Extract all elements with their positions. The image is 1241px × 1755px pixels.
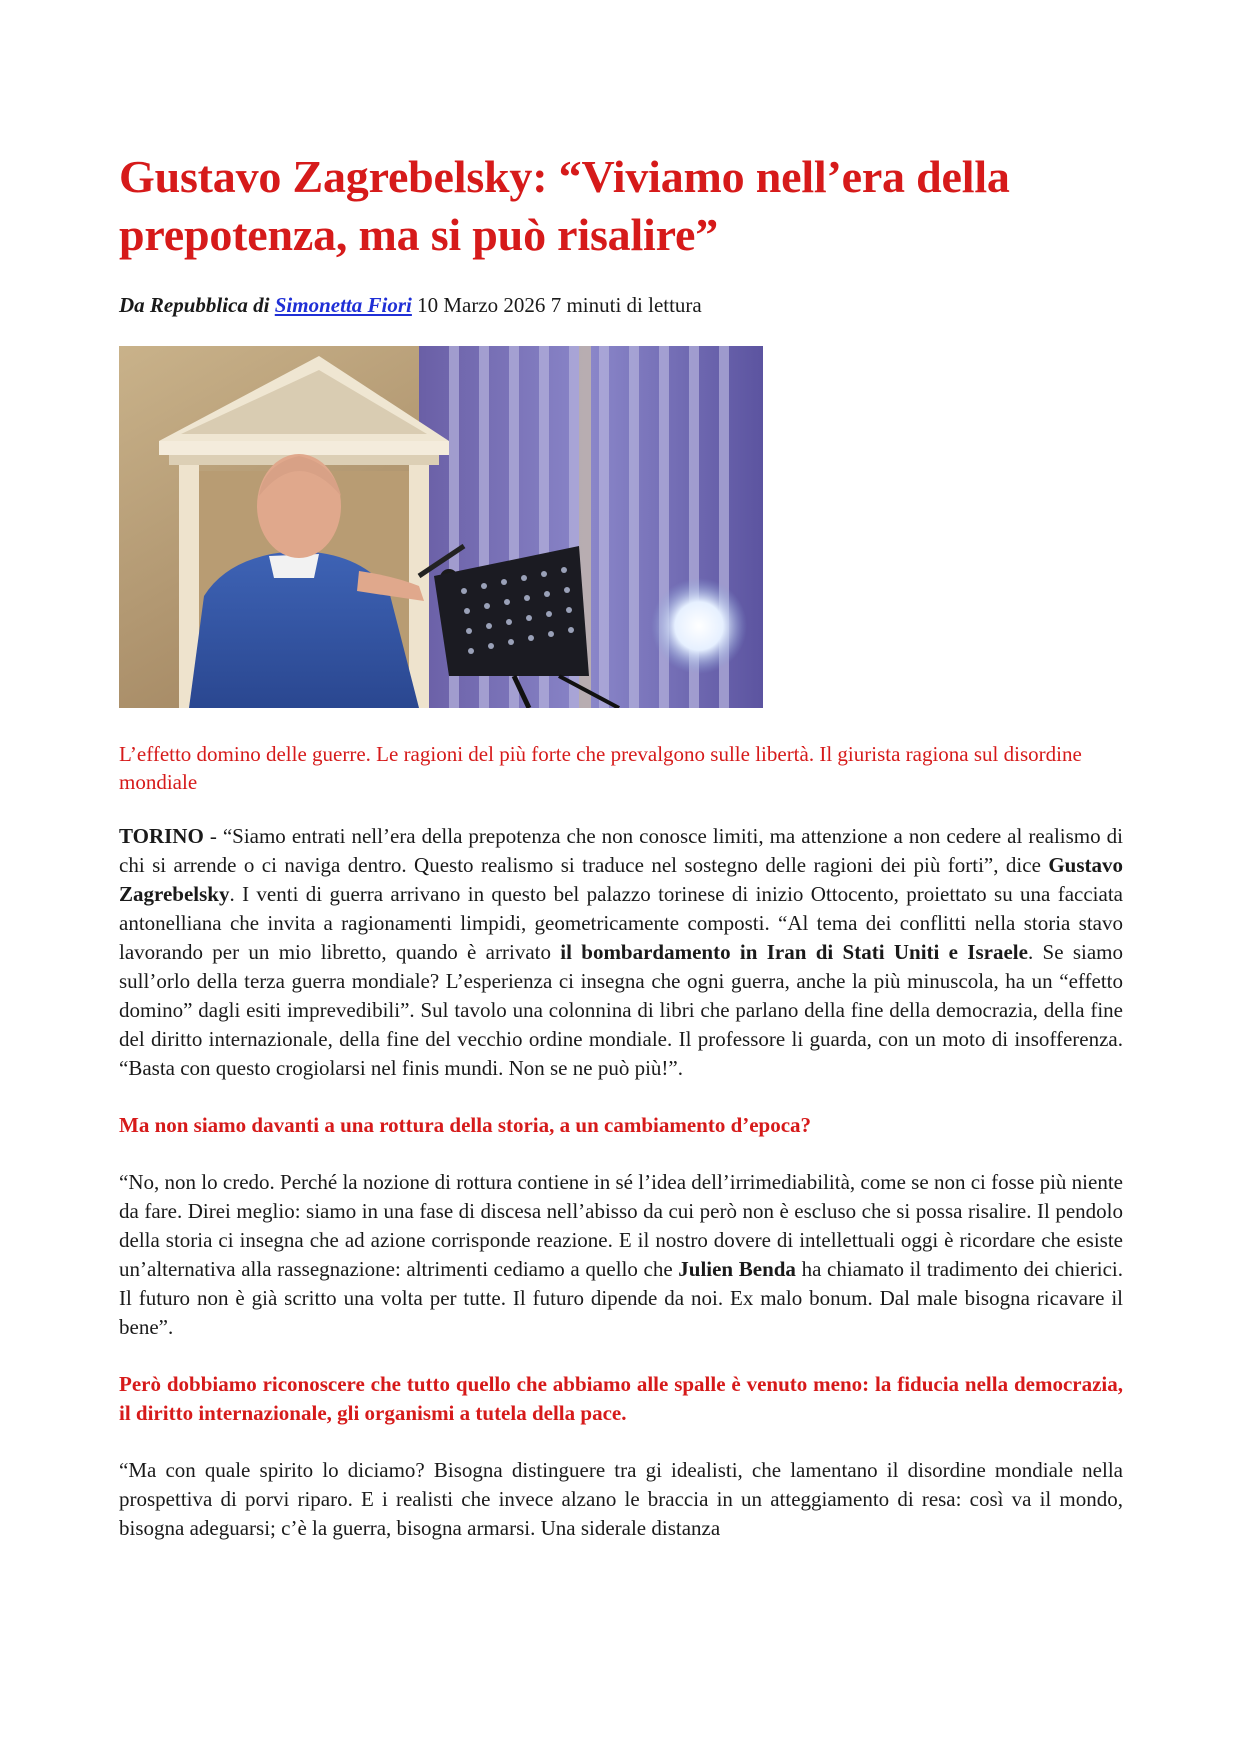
- person-name: Julien Benda: [678, 1257, 796, 1281]
- interview-question: Ma non siamo davanti a una rottura della storia, a un cambiamento d’epoca?: [119, 1113, 812, 1137]
- bold-phrase: il bombardamento in Iran di Stati Uniti e Israele: [560, 940, 1028, 964]
- reading-time: 7 minuti di lettura: [550, 293, 702, 317]
- publish-date: 10 Marzo 2026: [417, 293, 546, 317]
- paragraph: TORINO - “Siamo entrati nell’era della prepotenza che non conosce limiti, ma attenzione a non cedere al realismo di chi si arrende o ci naviga dentro. Questo realismo si traduce nel sostegno delle ragioni dei più forti”, dice Gustavo Zagrebelsky. I venti di guerra arrivano in questo bel palazzo torinese di inizio Ottocento, proiettato su una facciata antonelliana che invita a ragionamenti limpidi, geometricamente composti. “Al tema dei conflitti nella storia stavo lavorando per un mio libretto, quando è arrivato il bombardamento in Iran di Stati Uniti e Israele. Se siamo sull’orlo della terza guerra mondiale? L’esperienza ci insegna che ogni guerra, anche la più minuscola, ha un “effetto domino” dagli esiti imprevedibili”. Sul tavolo una colonnina di libri che parlano della fine della democrazia, della fine del diritto internazionale, della fine del vecchio ordine mondiale. Il professore li guarda, con un moto di insofferenza. “Basta con questo crogiolarsi nel finis mundi. Non se ne può più!”.: [119, 824, 1123, 1080]
- article-title: Gustavo Zagrebelsky: “Viviamo nell’era della prepotenza, ma si può risalire”: [119, 151, 1010, 260]
- paragraph: “No, non lo credo. Perché la nozione di rottura contiene in sé l’idea dell’irrimediabilità, come se non ci fosse più niente da fare. Direi meglio: siamo in una fase di discesa nell’abisso da cui però non è escluso che si possa risalire. Il pendolo della storia ci insegna che ad azione corrisponde reazione. E il nostro dovere di intellettuali oggi è ricordare che esiste un’alternativa alla rassegnazione: altrimenti cediamo a quello che Julien Benda ha chiamato il tradimento dei chierici. Il futuro non è già scritto una volta per tutte. Il futuro dipende da noi. Ex malo bonum. Dal male bisogna ricavare il bene”.: [119, 1170, 1123, 1339]
- paragraph: “Ma con quale spirito lo diciamo? Bisogna distinguere tra gi idealisti, che lamentano il disordine mondiale nella prospettiva di porvi riparo. E i realisti che invece alzano le braccia in un atteggiamento di resa: così va il mondo, bisogna adeguarsi; c’è la guerra, bisogna armarsi. Una siderale distanza: [119, 1458, 1123, 1540]
- dateline: TORINO: [119, 824, 204, 848]
- author-link[interactable]: Simonetta Fiori: [274, 293, 412, 317]
- article-photo: [119, 346, 763, 708]
- byline: [119, 292, 1123, 318]
- standfirst: L’effetto domino delle guerre. Le ragioni del più forte che prevalgono sulle libertà. Il giurista ragiona sul disordine mondiale: [119, 742, 1082, 794]
- article: [119, 148, 1123, 1543]
- interview-question: Però dobbiamo riconoscere che tutto quello che abbiamo alle spalle è venuto meno: la fiducia nella democrazia, il diritto internazionale, gli organismi a tutela della pace.: [119, 1372, 1123, 1425]
- byline-source: Da Repubblica di: [119, 293, 270, 317]
- person-name: Gustavo Zagrebelsky: [119, 853, 1123, 906]
